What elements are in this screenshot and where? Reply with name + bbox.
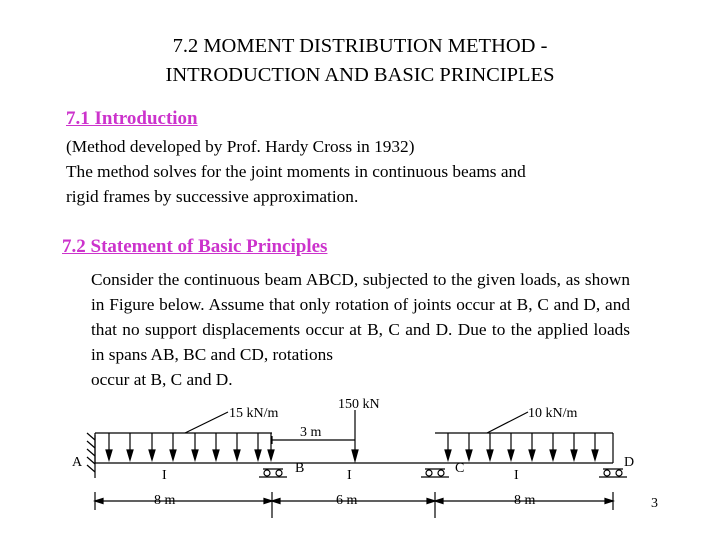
inertia-label-ab: I bbox=[162, 468, 167, 483]
joint-label-a: A bbox=[72, 455, 83, 470]
page-number: 3 bbox=[651, 496, 658, 511]
principles-paragraph bbox=[91, 267, 630, 392]
span-label-ab: 8 m bbox=[154, 493, 176, 508]
inertia-label-bc: I bbox=[347, 468, 352, 483]
section-heading-basic-principles: 7.2 Statement of Basic Principles bbox=[62, 236, 328, 257]
span-label-cd: 8 m bbox=[514, 493, 536, 508]
intro-line-3: rigid frames by successive approximation. bbox=[66, 187, 359, 206]
joint-label-d: D bbox=[624, 455, 635, 470]
load-label-cd: 10 kN/m bbox=[528, 406, 578, 421]
distributed-load-ab bbox=[95, 433, 274, 463]
load-label-ab: 15 kN/m bbox=[229, 406, 279, 421]
continuous-beam-figure bbox=[0, 390, 720, 540]
intro-line-2: The method solves for the joint moments in continuous beams and bbox=[66, 162, 526, 181]
joint-label-c: C bbox=[455, 461, 465, 476]
page-title bbox=[0, 32, 720, 90]
principles-paragraph-body: Consider the continuous beam ABCD, subjected to the given loads, as shown in Figure below. Assume that only rotation of joints occur at B, C and D, and that no support displacements occur at B, C and D. Due to the applied loads in spans AB, BC and CD, rotations bbox=[91, 270, 630, 364]
inertia-label-cd: I bbox=[514, 468, 519, 483]
load-label-point: 150 kN bbox=[338, 397, 380, 412]
support-c bbox=[421, 469, 449, 477]
intro-line-1: (Method developed by Prof. Hardy Cross in 1932) bbox=[66, 137, 415, 156]
point-load-bc bbox=[352, 410, 358, 461]
support-d bbox=[599, 469, 627, 477]
support-b bbox=[259, 469, 287, 477]
principles-paragraph-last-line: occur at B, C and D. bbox=[91, 370, 233, 389]
title-line-2: INTRODUCTION AND BASIC PRINCIPLES bbox=[165, 64, 555, 86]
leader-load-cd bbox=[487, 412, 528, 433]
fixed-support-a bbox=[87, 433, 95, 478]
leader-load-ab bbox=[185, 412, 228, 433]
introduction-text bbox=[66, 134, 526, 209]
distributed-load-cd bbox=[435, 433, 613, 463]
point-offset-label: 3 m bbox=[300, 425, 322, 440]
section-heading-introduction: 7.1 Introduction bbox=[66, 108, 198, 129]
span-label-bc: 6 m bbox=[336, 493, 358, 508]
joint-label-b: B bbox=[295, 461, 305, 476]
title-line-1: 7.2 MOMENT DISTRIBUTION METHOD - bbox=[172, 35, 548, 57]
